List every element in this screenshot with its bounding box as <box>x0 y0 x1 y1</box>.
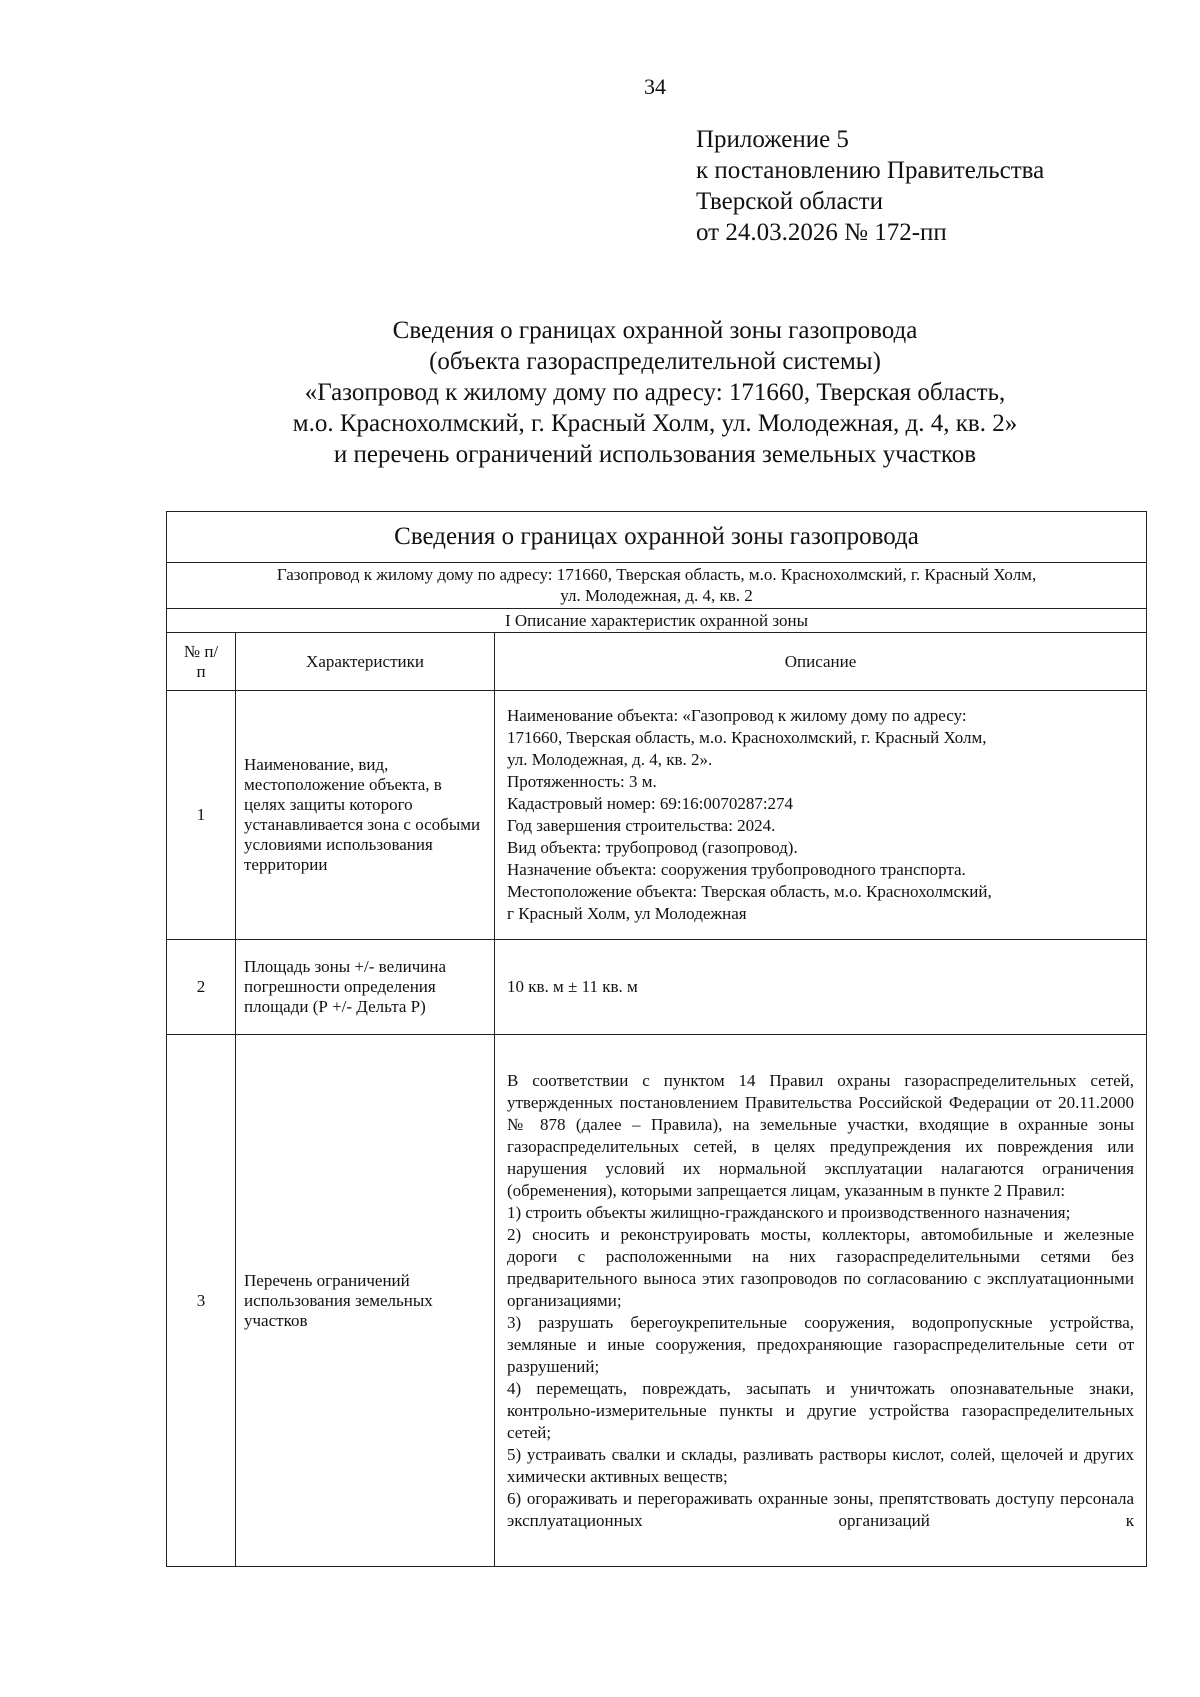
row-characteristic: Площадь зоны +/- величина погрешности определения площади (Р +/- Дельта Р) <box>236 940 495 1035</box>
description-line: Кадастровый номер: 69:16:0070287:274 <box>507 794 794 813</box>
object-name-line: Газопровод к жилому дому по адресу: 171660, Тверская область, м.о. Краснохолмский, г. Красный Холм, <box>276 565 1037 584</box>
table-heading: Сведения о границах охранной зоны газопровода <box>167 512 1147 563</box>
title-line: «Газопровод к жилому дому по адресу: 171660, Тверская область, <box>304 379 1006 406</box>
column-header-characteristics: Характеристики <box>236 633 495 691</box>
description-line: Местоположение объекта: Тверская область, м.о. Краснохолмский, <box>507 882 992 901</box>
row-number: 1 <box>167 691 236 940</box>
row-number: 2 <box>167 940 236 1035</box>
appendix-block <box>696 124 1044 248</box>
restriction-item: 6) огораживать и перегораживать охранные зоны, препятствовать доступу персонала эксплуатационных организаций к <box>507 1488 1135 1530</box>
row-characteristic: Наименование, вид, местоположение объекта, в целях защиты которого устанавливается зона с особыми условиями использования территории <box>236 691 495 940</box>
description-line: 171660, Тверская область, м.о. Краснохолмский, г. Красный Холм, <box>507 728 987 747</box>
title-line: Сведения о границах охранной зоны газопровода <box>392 317 918 344</box>
restriction-item: 5) устраивать свалки и склады, разливать растворы кислот, солей, щелочей и других химически активных веществ; <box>507 1444 1135 1486</box>
description-line: г Красный Холм, ул Молодежная <box>507 904 747 923</box>
row-characteristic: Перечень ограничений использования земельных участков <box>236 1035 495 1567</box>
table-row <box>167 940 1147 1035</box>
column-header-description: Описание <box>495 633 1147 691</box>
table-row <box>167 691 1147 940</box>
appendix-line: от 24.03.2026 № 172-пп <box>696 219 947 246</box>
appendix-line: к постановлению Правительства <box>696 157 1045 184</box>
title-line: м.о. Краснохолмский, г. Красный Холм, ул. Молодежная, д. 4, кв. 2» <box>292 410 1018 437</box>
column-header-number-text: № п/п <box>183 641 219 681</box>
document-title <box>0 315 1200 470</box>
object-name-line: ул. Молодежная, д. 4, кв. 2 <box>560 586 753 605</box>
title-line: и перечень ограничений использования земельных участков <box>333 441 977 468</box>
description-line: ул. Молодежная, д. 4, кв. 2». <box>507 750 713 769</box>
appendix-line: Тверской области <box>696 188 883 215</box>
object-name-cell <box>167 563 1147 609</box>
title-line: (объекта газораспределительной системы) <box>429 348 881 375</box>
row-number: 3 <box>167 1035 236 1567</box>
row-description <box>495 691 1147 940</box>
description-line: Вид объекта: трубопровод (газопровод). <box>507 838 798 857</box>
page-number: 34 <box>644 74 666 99</box>
description-line: Наименование объекта: «Газопровод к жилому дому по адресу: <box>507 706 967 725</box>
restriction-item: 1) строить объекты жилищно-гражданского и производственного назначения; <box>507 1202 1071 1222</box>
row-description: 10 кв. м ± 11 кв. м <box>495 940 1147 1035</box>
zone-table <box>166 511 1147 1567</box>
section-heading: I Описание характеристик охранной зоны <box>167 609 1147 633</box>
table-row <box>167 1035 1147 1567</box>
description-line: Протяженность: 3 м. <box>507 772 657 791</box>
description-line: Назначение объекта: сооружения трубопроводного транспорта. <box>507 860 966 879</box>
appendix-line: Приложение 5 <box>696 126 849 153</box>
row-description <box>495 1035 1147 1567</box>
description-line: Год завершения строительства: 2024. <box>507 816 776 835</box>
restriction-item: 3) разрушать берегоукрепительные сооружения, водопропускные устройства, земляные и иные сооружения, предохраняющие газораспределительные сети от разрушений; <box>507 1312 1135 1376</box>
restriction-item: 4) перемещать, повреждать, засыпать и уничтожать опознавательные знаки, контрольно-измерительные пункты и другие устройства газораспределительных сетей; <box>507 1378 1135 1442</box>
column-header-number <box>167 633 236 691</box>
restriction-item: 2) сносить и реконструировать мосты, коллекторы, автомобильные и железные дороги с расположенными на них газораспределительными сетями без предварительного выноса этих газопроводов по согласованию с эксплуатационными организациями; <box>507 1224 1135 1310</box>
restriction-paragraph: В соответствии с пунктом 14 Правил охраны газораспределительных сетей, утвержденных постановлением Правительства Российской Федерации от 20.11.2000 № 878 (далее – Правила), на земельные участки, входящие в охранные зоны газораспределительных сетей, в целях предупреждения их повреждения или нарушения условий их нормальной эксплуатации налагаются ограничения (обременения), которыми запрещается лицам, указанным в пункте 2 Правил: <box>507 1070 1135 1200</box>
